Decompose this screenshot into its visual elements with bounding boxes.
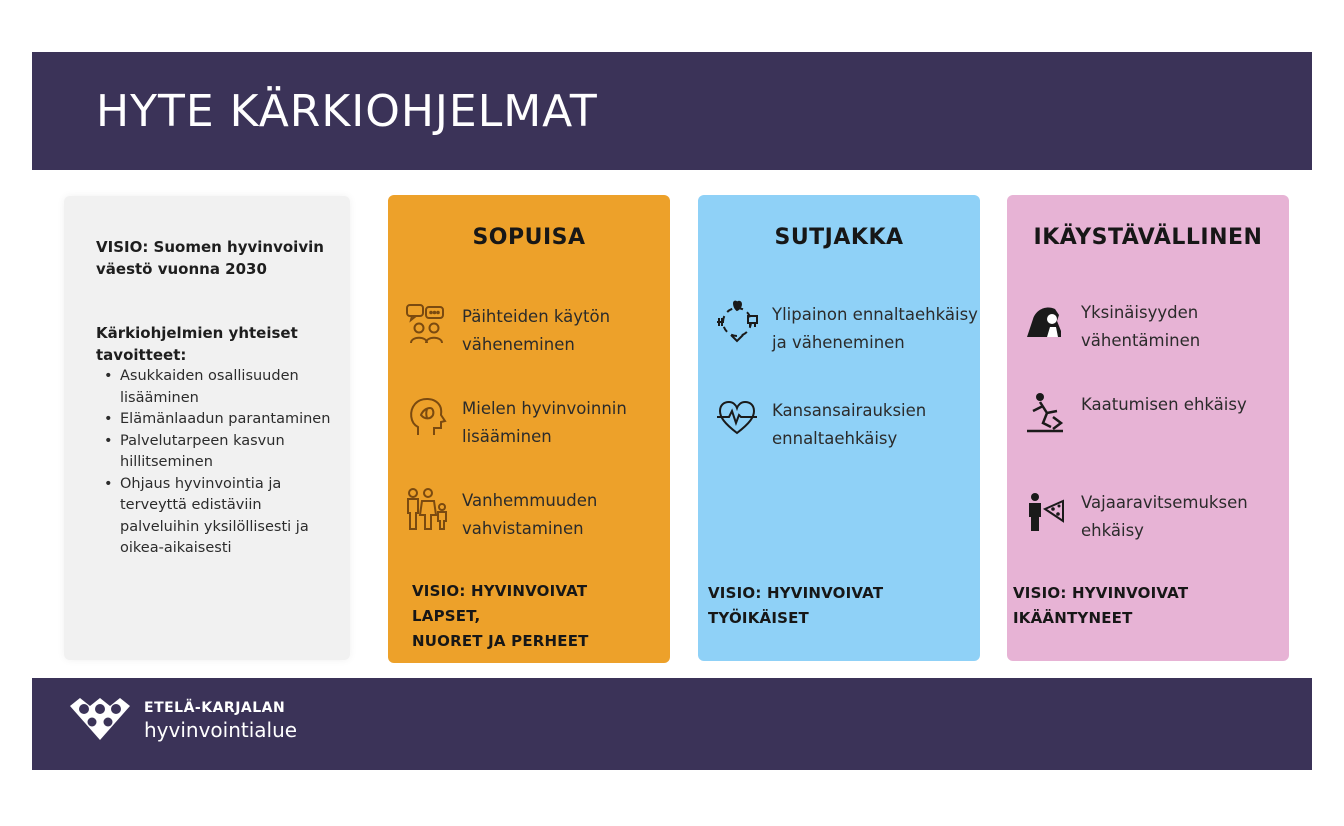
goals-title-line-1: Kärkiohjelmien yhteiset [96,324,298,342]
program-item-text: Päihteiden käytön väheneminen [462,307,611,354]
program-item-text: Mielen hyvinvoinnin lisääminen [462,399,627,446]
goals-title [96,322,336,366]
lonely-person-icon [1023,297,1069,343]
hyvinvointialue-logo-icon [68,696,132,742]
goal-text: Ohjaus hyvinvointia ja [120,475,282,492]
goals-list [96,366,336,560]
head-lotus-icon [404,393,450,439]
fitness-apple-icon [714,299,760,345]
page-title: HYTE KÄRKIOHJELMAT [96,86,598,137]
program-item [1023,387,1281,447]
card-title: SUTJAKKA [774,225,904,250]
goal-text: Asukkaiden osallisuuden [120,368,299,384]
card-sopuisa [388,195,670,663]
card-title: IKÄYSTÄVÄLLINEN [1033,225,1263,250]
family-icon [404,485,450,531]
footer-bar [32,678,1312,770]
goal-text: Elämänlaadun parantaminen [120,411,331,427]
logo-subtitle: hyvinvointialue [144,718,298,742]
program-item-text: Kaatumisen ehkäisy [1081,395,1247,414]
goal-item: • Ohjaus hyvinvointia ja terveyttä edistäviin palveluihin yksilöllisesti ja oikea-aikaisesti [104,475,309,556]
program-item-text: Ylipainon ennaltaehkäisy ja väheneminen [772,305,978,352]
program-item-text: Vajaaravitsemuksen ehkäisy [1081,493,1248,540]
program-item [404,391,662,451]
goal-item: • Palvelutarpeen kasvun hillitseminen [104,432,285,470]
goal-item: • Asukkaiden osallisuuden lisääminen [104,368,299,406]
header-bar [32,52,1312,170]
program-item-text: Yksinäisyyden vähentäminen [1081,303,1201,350]
vision-statement [96,236,336,280]
program-item [404,299,662,359]
vision-line-2: väestö vuonna 2030 [96,260,267,278]
card-title: SOPUISA [472,225,586,250]
logo-name: ETELÄ-KARJALAN [144,700,286,716]
goal-text: terveyttä edistäviin [120,497,262,513]
card-sutjakka [698,195,980,661]
goal-text: oikea-aikaisesti [120,540,232,556]
card-vision: VISIO: HYVINVOIVAT LAPSET, NUORET JA PERHEET [412,582,589,650]
card-vision: VISIO: HYVINVOIVAT TYÖIKÄISET [708,584,884,627]
goals-title-line-2: tavoitteet: [96,346,187,364]
speech-bubbles-people-icon [404,301,450,347]
program-item-text: Vanhemmuuden vahvistaminen [462,491,598,538]
program-item [714,393,972,453]
program-item [404,483,662,543]
goal-item: • Elämänlaadun parantaminen [104,411,331,427]
program-item [714,297,978,357]
goal-text: palveluihin yksilöllisesti ja [120,518,309,535]
goal-text: lisääminen [120,389,199,406]
program-item-text: Kansansairauksien ennaltaehkäisy [772,401,927,448]
program-item [1023,485,1281,545]
goal-text: hillitseminen [120,454,213,470]
program-item [1023,295,1281,355]
goal-text: Palvelutarpeen kasvun [120,432,285,449]
slide [32,52,1312,770]
vision-card [64,196,350,660]
vision-line-1: VISIO: Suomen hyvinvoivin [96,238,324,256]
falling-person-icon [1023,389,1069,435]
card-vision: VISIO: HYVINVOIVAT IKÄÄNTYNEET [1013,584,1189,627]
heart-pulse-icon [714,395,760,441]
person-food-icon [1023,487,1069,533]
card-ikaystavallinen [1007,195,1289,661]
